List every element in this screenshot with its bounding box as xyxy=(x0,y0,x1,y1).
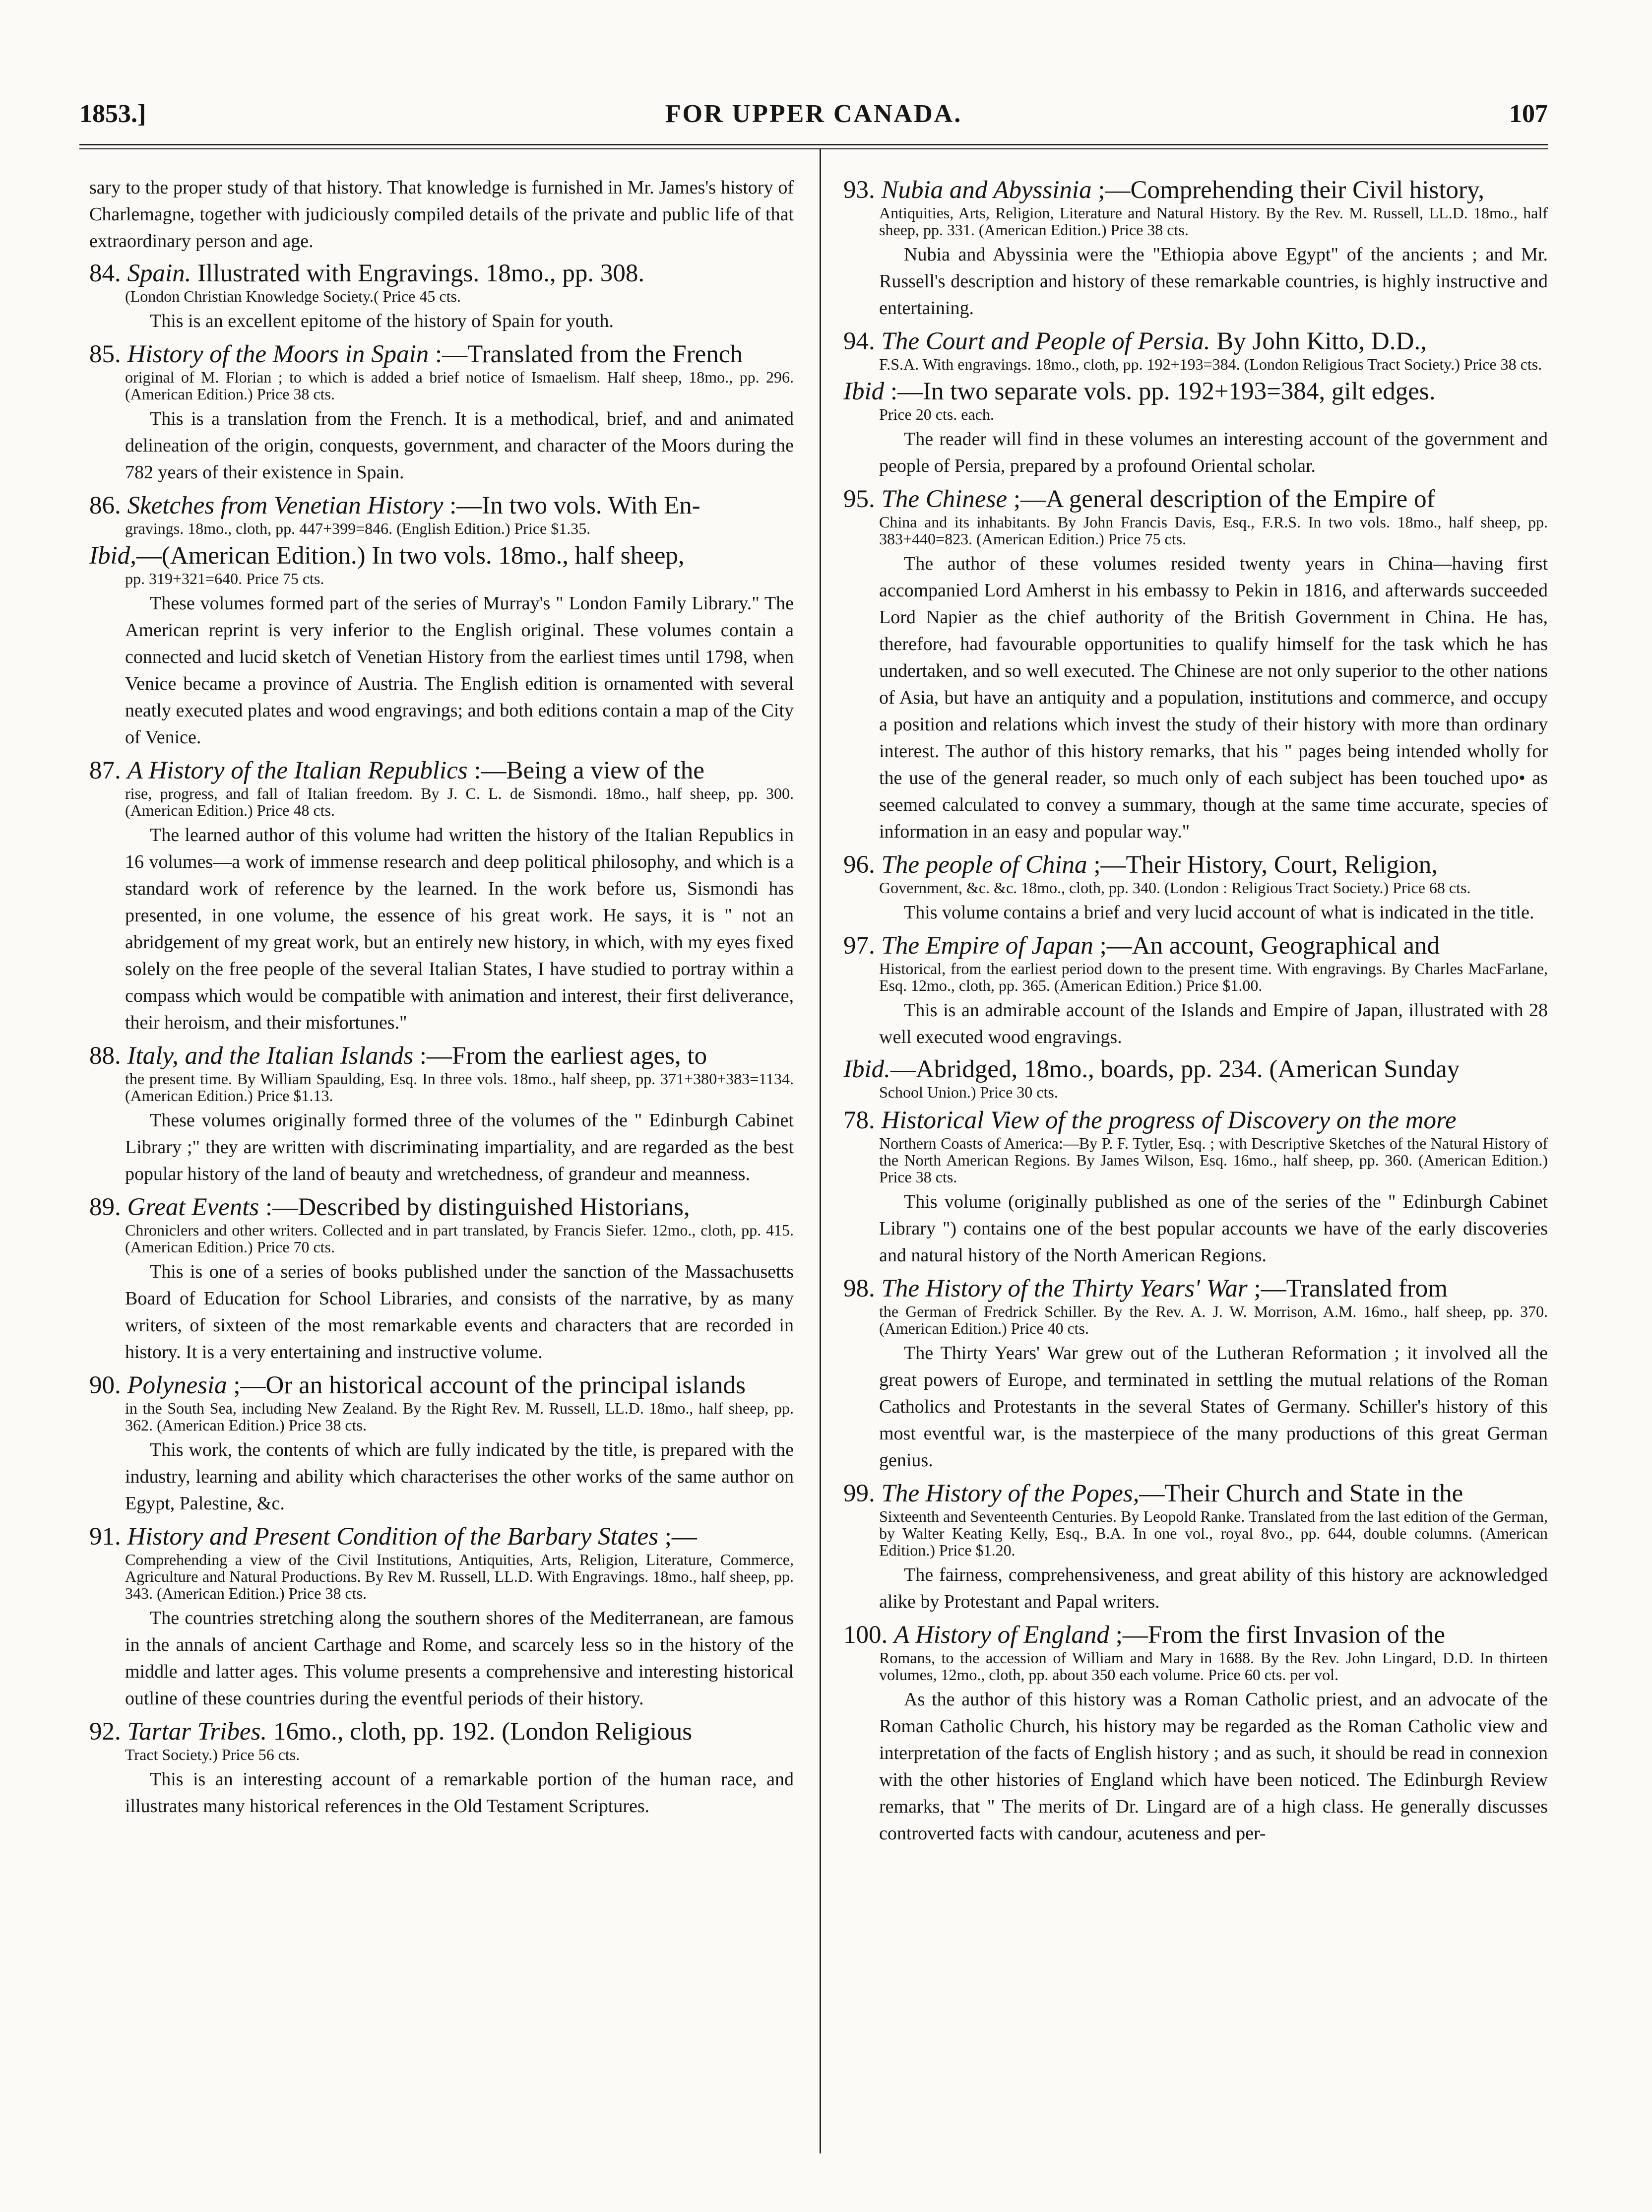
entry-meta: Romans, to the accession of William and Mary in 1688. By the Rev. John Lingard, D.D. In thirteen volumes, 12mo., cloth, pp. about 350 each volume. Price 60 cts. per vol. xyxy=(879,1649,1548,1684)
catalog-entry-92 xyxy=(89,1718,794,1820)
entry-meta: original of M. Florian ; to which is added a brief notice of Ismaelism. Half sheep, 18mo., pp. 296. (American Edition.) Price 38 cts. xyxy=(125,368,794,403)
entry-number: 89. xyxy=(89,1193,121,1221)
entry-headline: 16mo., cloth, pp. 192. (London Religious xyxy=(267,1718,693,1746)
left-column xyxy=(89,171,794,1825)
entry-meta: gravings. 18mo., cloth, pp. 447+399=846. (English Edition.) Price $1.35. xyxy=(125,520,591,537)
entry-number: 86. xyxy=(89,492,121,520)
entry-number: 90. xyxy=(89,1371,121,1399)
entry-meta: Sixteenth and Seventeenth Centuries. By Leopold Ranke. Translated from the last edition of the German, by Walter Keating Kelly, Esq., B.A. In one vol., royal 8vo., pp. 644, double columns. (American Edition.) Price $1.20. xyxy=(879,1507,1548,1559)
entry-title: A History of the Italian Republics xyxy=(127,757,468,784)
entry-number: 98. xyxy=(843,1275,875,1302)
entry-heading xyxy=(89,1371,794,1400)
entry-meta: rise, progress, and fall of Italian freedom. By J. C. L. de Sismondi. 18mo., half sheep, pp. 300. (American Edition.) Price 48 cts. xyxy=(125,784,794,819)
catalog-entry-98 xyxy=(843,1275,1548,1474)
header-year: 1853.] xyxy=(79,100,146,128)
entry-heading xyxy=(89,1523,794,1551)
entry-title: Sketches from Venetian History xyxy=(127,492,444,520)
entry-title: The History of the Popes, xyxy=(881,1480,1140,1507)
entry-title: A History of England xyxy=(894,1621,1109,1649)
entry-number: 100. xyxy=(843,1621,888,1649)
entry-description: This is an admirable account of the Islands and Empire of Japan, illustrated with 28 well executed wood engravings. xyxy=(879,1000,1548,1047)
entry-heading xyxy=(843,1480,1548,1508)
entry-number: 92. xyxy=(89,1718,121,1746)
entry-title: The people of China xyxy=(881,851,1087,879)
entry-heading xyxy=(89,492,794,520)
entry-title: The History of the Thirty Years' War xyxy=(881,1275,1248,1302)
entry-headline: ;—Or an historical account of the principal islands xyxy=(227,1371,746,1399)
catalog-entry-85 xyxy=(89,340,794,486)
entry-headline: :—Translated from the French xyxy=(429,340,743,368)
entry-headline: ;—Translated from xyxy=(1247,1275,1448,1302)
entry-headline: ;—A general description of the Empire of xyxy=(1007,485,1435,513)
entry-headline: ;— xyxy=(658,1523,697,1551)
entry-description: This is a translation from the French. It is a methodical, brief, and and animated delineation of the origin, conquests, government, and character of the Moors during the 782 years of their existence in Spain. xyxy=(125,408,794,483)
entry-description: This work, the contents of which are fully indicated by the title, is prepared with the industry, learning and ability which characterises the other works of the same author on Egypt, Palestine, &c. xyxy=(125,1439,794,1514)
entry-title: Historical View of the progress of Discovery on the more xyxy=(881,1106,1457,1134)
entry-headline: By John Kitto, D.D., xyxy=(1210,327,1427,355)
entry-headline: :—From the earliest ages, to xyxy=(413,1042,707,1070)
entry-headline: ;—From the first Invasion of the xyxy=(1109,1621,1446,1649)
entry-heading xyxy=(843,932,1548,960)
entry-description: This is an excellent epitome of the history of Spain for youth. xyxy=(150,311,614,331)
entry-heading xyxy=(89,1042,794,1070)
entry-description: These volumes formed part of the series of Murray's " London Family Library." The American reprint is very inferior to the English original. These volumes contain a connected and lucid sketch of Venetian History from the earliest times until 1798, when Venice became a province of Austria. The English edition is ornamented with several neatly executed plates and wood engravings; and both editions contain a map of the City of Venice. xyxy=(125,593,794,748)
page-header xyxy=(79,84,1548,139)
entry-description: This is an interesting account of a remarkable portion of the human race, and illustrates many historical references in the Old Testament Scriptures. xyxy=(125,1769,794,1817)
catalog-entry-87 xyxy=(89,757,794,1036)
entry-heading xyxy=(843,851,1548,879)
entry-meta: Northern Coasts of America:—By P. F. Tytler, Esq. ; with Descriptive Sketches of the Natural History of the North American Regions. By James Wilson, Esq. 16mo., half sheep, pp. 360. (American Edition.) Price 38 cts. xyxy=(879,1134,1548,1186)
entry-title: The Chinese xyxy=(881,485,1008,513)
ibid-heading xyxy=(89,542,794,570)
entry-heading xyxy=(843,327,1548,356)
entry-number: 91. xyxy=(89,1523,121,1551)
entry-heading xyxy=(843,1106,1548,1135)
entry-description: As the author of this history was a Roman Catholic priest, and an advocate of the Roman Catholic Church, his history may be regarded as the Roman Catholic view and interpretation of the facts of English history ; and as such, it should be read in connexion with the other histories of England which have been noticed. The Edinburgh Review remarks, that " The merits of Dr. Lingard are of a high class. He generally discusses controverted facts with candour, acuteness and per- xyxy=(879,1689,1548,1844)
entry-number: 84. xyxy=(89,260,121,287)
ibid-title: Ibid xyxy=(843,378,885,405)
entry-title: History of the Moors in Spain xyxy=(127,340,429,368)
entry-meta: China and its inhabitants. By John Francis Davis, Esq., F.R.S. In two vols. 18mo., half sheep, pp. 383+440=823. (American Edition.) Price 75 cts. xyxy=(879,513,1548,548)
entry-description: The Thirty Years' War grew out of the Lutheran Reformation ; it involved all the great powers of Europe, and terminated in settling the mutual relations of the Roman Catholics and Protestants in the several States of Germany. Schiller's history of this most eventful war, is the masterpiece of the many productions of this great German genius. xyxy=(879,1343,1548,1471)
entry-title: Great Events xyxy=(127,1193,259,1221)
entry-number: 97. xyxy=(843,932,875,960)
entry-number: 95. xyxy=(843,485,875,513)
entry-description: This is one of a series of books published under the sanction of the Massachusetts Board of Education for School Libraries, and consists of the narrative, by as many writers, of sixteen of the most remarkable events and characters that are recorded in history. It is a very entertaining and instructive volume. xyxy=(125,1261,794,1363)
ibid-meta: pp. 319+321=640. Price 75 cts. xyxy=(125,570,324,587)
entry-title: Italy, and the Italian Islands xyxy=(127,1042,414,1070)
entry-meta: Historical, from the earliest period down to the present time. With engravings. By Charles MacFarlane, Esq. 12mo., cloth, pp. 365. (American Edition.) Price $1.00. xyxy=(879,960,1548,994)
entry-heading xyxy=(89,340,794,369)
entry-meta: the German of Fredrick Schiller. By the Rev. A. J. W. Morrison, A.M. 16mo., half sheep, pp. 370. (American Edition.) Price 40 cts. xyxy=(879,1302,1548,1337)
ibid-meta: Price 20 cts. each. xyxy=(879,405,994,423)
ibid-headline: —(American Edition.) In two vols. 18mo., half sheep, xyxy=(136,542,685,570)
entry-headline: ;—Comprehending their Civil history, xyxy=(1091,176,1484,204)
catalog-entry-97 xyxy=(843,932,1548,1101)
entry-heading xyxy=(843,1621,1548,1649)
entry-heading xyxy=(89,260,794,288)
entry-description: Nubia and Abyssinia were the "Ethiopia above Egypt" of the ancients ; and Mr. Russell's description and history of these remarkable countries, is highly instructive and entertaining. xyxy=(879,244,1548,319)
entry-number: 94. xyxy=(843,327,875,355)
entry-number: 87. xyxy=(89,757,121,784)
entry-meta: Antiquities, Arts, Religion, Literature and Natural History. By the Rev. M. Russell, LL.D. 18mo., half sheep, pp. 331. (American Edition.) Price 38 cts. xyxy=(879,204,1548,239)
entry-title: The Court and People of Persia. xyxy=(881,327,1210,355)
right-column xyxy=(843,171,1548,1853)
entry-meta: (London Christian Knowledge Society.( Price 45 cts. xyxy=(125,287,461,305)
entry-title: Tartar Tribes. xyxy=(127,1718,267,1746)
entry-heading xyxy=(843,485,1548,514)
column-divider xyxy=(820,149,821,2153)
catalog-entry-96 xyxy=(843,851,1548,926)
entry-headline: —Their Church and State in the xyxy=(1139,1480,1463,1507)
entry-title: The Empire of Japan xyxy=(881,932,1093,960)
entry-headline: Illustrated with Engravings. 18mo., pp. 308. xyxy=(191,260,645,287)
entry-number: 99. xyxy=(843,1480,875,1507)
entry-heading xyxy=(89,1193,794,1222)
catalog-entry-78 xyxy=(843,1106,1548,1269)
entry-description: These volumes originally formed three of the volumes of the " Edinburgh Cabinet Library ;" they are written with discriminating impartiality, and are regarded as the best popular history of the land of beauty and wretchedness, of grandeur and meanness. xyxy=(125,1110,794,1184)
entry-title: Polynesia xyxy=(127,1371,227,1399)
catalog-entry-88 xyxy=(89,1042,794,1187)
entry-meta: in the South Sea, including New Zealand. By the Right Rev. M. Russell, LL.D. 18mo., half sheep, pp. 362. (American Edition.) Price 38 cts. xyxy=(125,1399,794,1434)
ibid-heading xyxy=(843,378,1548,406)
catalog-entry-99 xyxy=(843,1480,1548,1615)
ibid-headline: :—In two separate vols. pp. 192+193=384, gilt edges. xyxy=(884,378,1436,405)
entry-headline: :—Being a view of the xyxy=(467,757,704,784)
entry-description: The reader will find in these volumes an interesting account of the government and people of Persia, prepared by a profound Oriental scholar. xyxy=(879,429,1548,476)
entry-title: Nubia and Abyssinia xyxy=(881,176,1092,204)
ibid-heading xyxy=(843,1055,1548,1084)
entry-meta: Comprehending a view of the Civil Institutions, Antiquities, Arts, Religion, Literature, Commerce, Agriculture and Natural Productions. By Rev M. Russell, LL.D. With Engravings. 18mo., half sheep, pp. 343. (American Edition.) Price 38 cts. xyxy=(125,1551,794,1602)
ibid-meta: School Union.) Price 30 cts. xyxy=(879,1083,1058,1101)
ibid-title: Ibid, xyxy=(89,542,136,570)
entry-heading xyxy=(89,1718,794,1746)
catalog-entry-95 xyxy=(843,485,1548,845)
entry-heading xyxy=(843,176,1548,204)
catalog-entry-86 xyxy=(89,492,794,751)
entry-meta: F.S.A. With engravings. 18mo., cloth, pp. 192+193=384. (London Religious Tract Society.) Price 38 cts. xyxy=(879,355,1542,373)
entry-title: Spain. xyxy=(127,260,191,287)
entry-meta: Tract Society.) Price 56 cts. xyxy=(125,1746,300,1763)
catalog-entry-84 xyxy=(89,260,794,334)
entry-heading xyxy=(843,1275,1548,1303)
entry-description: The learned author of this volume had written the history of the Italian Republics in 16 volumes—a work of immense research and deep political philosophy, and which is a standard work of reference by the learned. In the work before us, Sismondi has presented, in one volume, the essence of his great work. He says, it is " not an abridgement of my great work, but an entirely new history, in which, with my eyes fixed solely on the free people of the several Italian States, I have studied to portray within a compass which would be compatible with animation and interest, their first deliverance, their heroism, and their misfortunes." xyxy=(125,825,794,1033)
entry-meta: Chroniclers and other writers. Collected and in part translated, by Francis Siefer. 12mo., cloth, pp. 415. (American Edition.) Price 70 cts. xyxy=(125,1221,794,1256)
entry-description: This volume contains a brief and very lucid account of what is indicated in the title. xyxy=(904,902,1534,923)
ibid-title: Ibid. xyxy=(843,1055,890,1083)
entry-number: 93. xyxy=(843,176,875,204)
catalog-entry-90 xyxy=(89,1371,794,1517)
catalog-entry-89 xyxy=(89,1193,794,1366)
page-number: 107 xyxy=(1509,100,1548,128)
catalog-entry-100 xyxy=(843,1621,1548,1847)
entry-meta: Government, &c. &c. 18mo., cloth, pp. 340. (London : Religious Tract Society.) Price 68 cts. xyxy=(879,879,1471,897)
entry-description: This volume (originally published as one of the series of the " Edinburgh Cabinet Library ") contains one of the best popular accounts we have of the early discoveries and natural history of the North American Regions. xyxy=(879,1191,1548,1266)
entry-headline: :—Described by distinguished Historians, xyxy=(259,1193,690,1221)
entry-headline: ;—Their History, Court, Religion, xyxy=(1087,851,1438,879)
header-rule xyxy=(79,144,1548,149)
entry-number: 96. xyxy=(843,851,875,879)
entry-headline: ;—An account, Geographical and xyxy=(1093,932,1440,960)
catalog-entry-93 xyxy=(843,176,1548,322)
entry-number: 85. xyxy=(89,340,121,368)
entry-description: The author of these volumes resided twenty years in China—having first accompanied Lord Amherst in his embassy to Pekin in 1816, and afterwards succeeded Lord Napier as the chief authority of the British Government in China. He has, therefore, had favourable opportunities to qualify himself for the task which he has undertaken, and so well executed. The Chinese are not only superior to the other nations of Asia, but have an antiquity and a population, institutions and commerce, and occupy a position and relations which invest the study of their history with more than ordinary interest. The author of this history remarks, that his " pages being intended wholly for the use of the general reader, so much only of each subject has been touched upo• as seemed calculated to convey a summary, though at the same time accurate, species of information in an easy and popular way." xyxy=(879,553,1548,842)
continued-paragraph: sary to the proper study of that history. That knowledge is furnished in Mr. James's history of Charlemagne, together with judiciously compiled details of the private and public life of that extraordinary person and age. xyxy=(89,177,794,252)
entry-meta: the present time. By William Spaulding, Esq. In three vols. 18mo., half sheep, pp. 371+380+383=1134. (American Edition.) Price $1.13. xyxy=(125,1070,794,1105)
entry-number: 78. xyxy=(843,1106,875,1134)
catalog-entry-91 xyxy=(89,1523,794,1712)
catalog-entry-94 xyxy=(843,327,1548,479)
entry-title: History and Present Condition of the Barbary States xyxy=(127,1523,658,1551)
ibid-headline: —Abridged, 18mo., boards, pp. 234. (American Sunday xyxy=(890,1055,1460,1083)
entry-description: The countries stretching along the southern shores of the Mediterranean, are famous in the annals of ancient Carthage and Rome, and scarcely less so in the history of the middle and latter ages. This volume presents a comprehensive and interesting historical outline of these countries during the eventful periods of their history. xyxy=(125,1608,794,1709)
entry-heading xyxy=(89,757,794,785)
entry-description: The fairness, comprehensiveness, and great ability of this history are acknowledged alike by Protestant and Papal writers. xyxy=(879,1564,1548,1612)
header-title: FOR UPPER CANADA. xyxy=(665,100,962,128)
entry-headline: :—In two vols. With En- xyxy=(443,492,700,520)
entry-number: 88. xyxy=(89,1042,121,1070)
